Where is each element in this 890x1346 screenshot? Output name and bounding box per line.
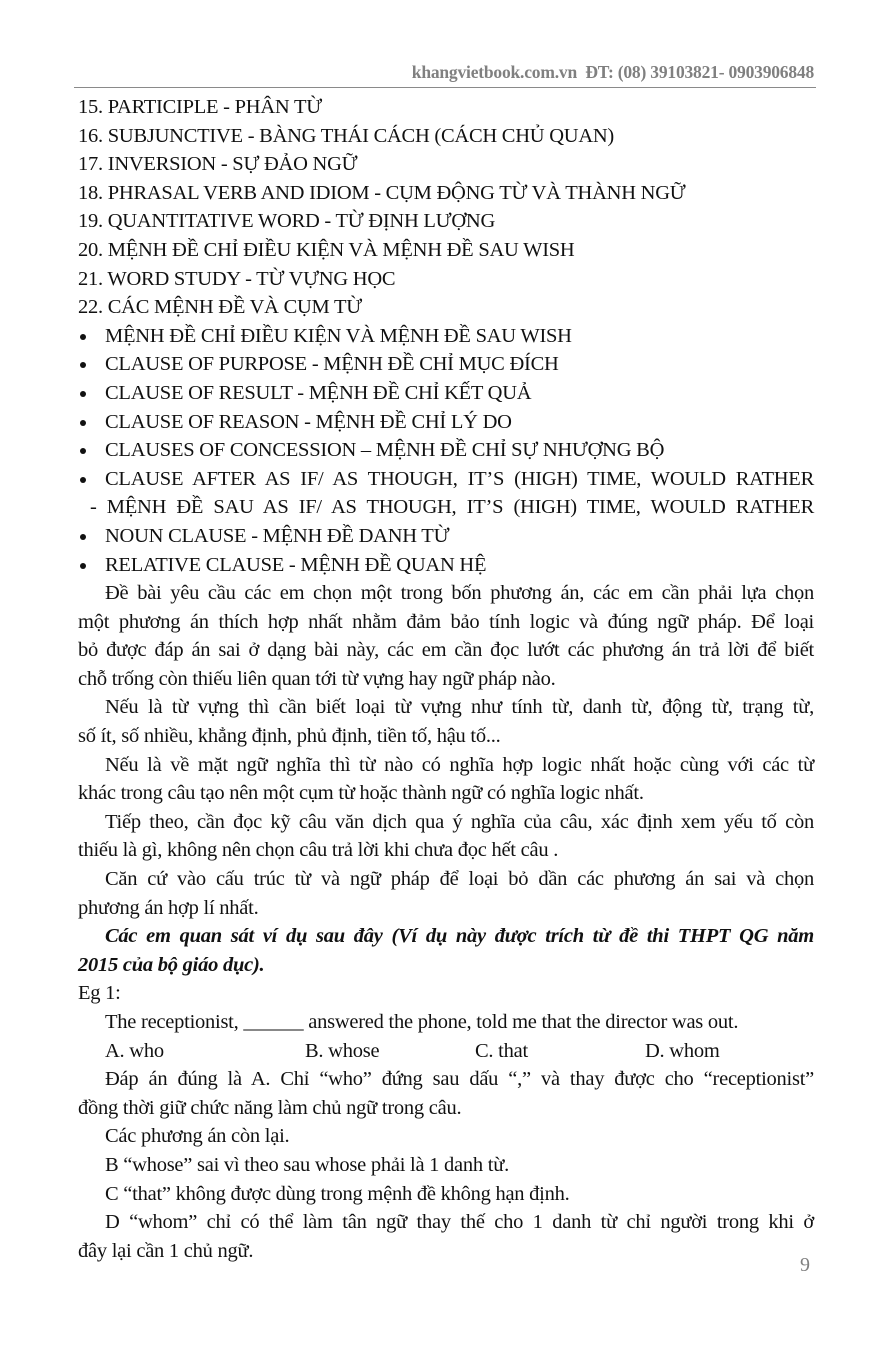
paragraph-line: Tiếp theo, cần đọc kỹ câu văn dịch qua ý nghĩa của câu, xác định xem yếu tố còn xyxy=(105,810,814,833)
header-site: khangvietbook.com.vn xyxy=(411,62,577,82)
example-label: Eg 1: xyxy=(78,982,121,1005)
numbered-item: 18. PHRASAL VERB AND IDIOM - CỤM ĐỘNG TỪ VÀ THÀNH NGỮ xyxy=(78,181,686,204)
numbered-item: 20. MỆNH ĐỀ CHỈ ĐIỀU KIỆN VÀ MỆNH ĐỀ SAU WISH xyxy=(78,238,575,261)
example-intro: Các em quan sát ví dụ sau đây (Ví dụ này được trích từ đề thi THPT QG năm xyxy=(105,925,814,948)
bullet-item: CLAUSE OF REASON - MỆNH ĐỀ CHỈ LÝ DO xyxy=(78,408,814,437)
option-a: A. who xyxy=(105,1039,164,1062)
bullet-item: NOUN CLAUSE - MỆNH ĐỀ DANH TỪ xyxy=(78,522,814,551)
paragraph-line: số ít, số nhiều, khẳng định, phủ định, tiền tố, hậu tố... xyxy=(78,725,501,748)
answer-explanation: đồng thời giữ chức năng làm chủ ngữ trong câu. xyxy=(78,1096,462,1119)
paragraph-line: một phương án thích hợp nhất nhằm đảm bảo tính logic và đúng ngữ pháp. Để loại xyxy=(78,610,814,633)
paragraph-line: Nếu là về mặt ngữ nghĩa thì từ nào có nghĩa hợp logic nhất hoặc cùng với các từ xyxy=(105,753,814,776)
bullet-item: CLAUSE AFTER AS IF/ AS THOUGH, IT’S (HIGH) TIME, WOULD RATHER xyxy=(78,465,814,494)
bullet-item: RELATIVE CLAUSE - MỆNH ĐỀ QUAN HỆ xyxy=(78,551,814,580)
paragraph-line: thiếu là gì, không nên chọn câu trả lời khi chưa đọc hết câu . xyxy=(78,839,559,862)
bullet-item: CLAUSES OF CONCESSION – MỆNH ĐỀ CHỈ SỰ NHƯỢNG BỘ xyxy=(78,436,814,465)
paragraph-line: Căn cứ vào cấu trúc từ và ngữ pháp để loại bỏ dần các phương án sai và chọn xyxy=(105,868,814,891)
example-question: The receptionist, ______ answered the phone, told me that the director was out. xyxy=(105,1011,739,1033)
other-options-heading: Các phương án còn lại. xyxy=(105,1125,290,1148)
paragraph-line: Đề bài yêu cầu các em chọn một trong bốn phương án, các em cần phải lựa chọn xyxy=(105,582,814,605)
option-c-explanation: C “that” không được dùng trong mệnh đề không hạn định. xyxy=(105,1182,570,1205)
option-d: D. whom xyxy=(645,1039,720,1062)
numbered-item: 19. QUANTITATIVE WORD - TỪ ĐỊNH LƯỢNG xyxy=(78,210,496,233)
example-intro: 2015 của bộ giáo dục). xyxy=(78,953,265,976)
example-options xyxy=(78,1037,814,1066)
numbered-item: 15. PARTICIPLE - PHÂN TỪ xyxy=(78,96,322,118)
option-b-explanation: B “whose” sai vì theo sau whose phải là 1 danh từ. xyxy=(105,1153,509,1176)
paragraph-line: chỗ trống còn thiếu liên quan tới từ vựng hay ngữ pháp nào. xyxy=(78,667,556,690)
bullet-item: MỆNH ĐỀ CHỈ ĐIỀU KIỆN VÀ MỆNH ĐỀ SAU WISH xyxy=(78,322,814,351)
bullet-item: CLAUSE OF PURPOSE - MỆNH ĐỀ CHỈ MỤC ĐÍCH xyxy=(78,350,814,379)
answer-explanation: Đáp án đúng là A. Chỉ “who” đứng sau dấu “,” và thay được cho “receptionist” xyxy=(105,1068,814,1091)
paragraph-line: khác trong câu tạo nên một cụm từ hoặc thành ngữ có nghĩa logic nhất. xyxy=(78,782,644,805)
paragraph-line: Nếu là từ vựng thì cần biết loại từ vựng như tính từ, danh từ, động từ, trạng từ, xyxy=(105,696,814,719)
option-b: B. whose xyxy=(305,1039,380,1062)
numbered-item: 22. CÁC MỆNH ĐỀ VÀ CỤM TỪ xyxy=(78,296,362,319)
bullet-continuation: - MỆNH ĐỀ SAU AS IF/ AS THOUGH, IT’S (HIGH) TIME, WOULD RATHER xyxy=(90,496,814,519)
option-d-explanation: đây lại cần 1 chủ ngữ. xyxy=(78,1239,254,1262)
numbered-item: 16. SUBJUNCTIVE - BÀNG THÁI CÁCH (CÁCH CHỦ QUAN) xyxy=(78,124,615,147)
page-header xyxy=(300,62,814,83)
header-rule xyxy=(74,87,816,88)
numbered-item: 17. INVERSION - SỰ ĐẢO NGỮ xyxy=(78,153,358,176)
option-d-explanation: D “whom” chỉ có thể làm tân ngữ thay thế cho 1 danh từ chỉ người trong khi ở xyxy=(105,1211,814,1234)
option-c: C. that xyxy=(475,1039,528,1062)
page-number: 9 xyxy=(800,1254,810,1276)
paragraph-line: bỏ được đáp án sai ở dạng bài này, các em cần đọc lướt các phương án trả lời để biết xyxy=(78,639,814,662)
page-body xyxy=(78,93,814,1265)
paragraph-line: phương án hợp lí nhất. xyxy=(78,896,259,919)
bullet-item: CLAUSE OF RESULT - MỆNH ĐỀ CHỈ KẾT QUẢ xyxy=(78,379,814,408)
numbered-item: 21. WORD STUDY - TỪ VỰNG HỌC xyxy=(78,267,396,290)
header-phone: ĐT: (08) 39103821- 0903906848 xyxy=(585,62,814,82)
